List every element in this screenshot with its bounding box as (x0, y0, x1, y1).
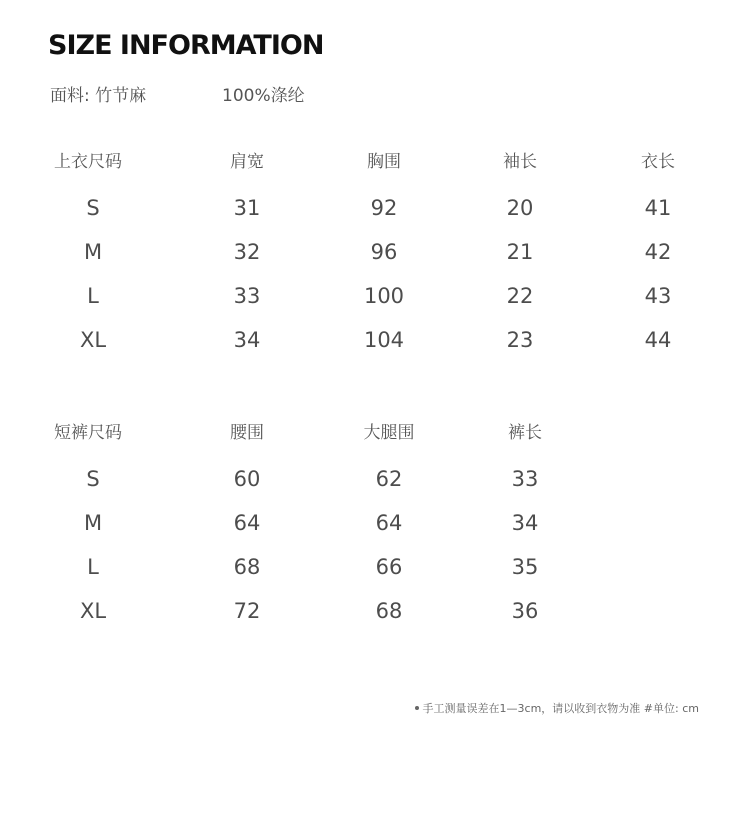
shorts-row-xl-length: 36 (511, 599, 539, 623)
shorts-row-l-waist: 68 (233, 555, 261, 579)
top-row-s-chest: 92 (370, 196, 398, 220)
top-header-sleeve: 袖长 (503, 152, 537, 172)
shorts-row-xl-size: XL (79, 599, 107, 623)
top-row-m-sleeve: 21 (506, 240, 534, 264)
top-row-xl-sleeve: 23 (506, 328, 534, 352)
shorts-header-waist: 腰围 (230, 423, 264, 443)
top-row-xl-size: XL (79, 328, 107, 352)
shorts-row-s-waist: 60 (233, 467, 261, 491)
shorts-row-m-length: 34 (511, 511, 539, 535)
page-title: SIZE INFORMATION (48, 30, 324, 61)
top-row-s-sleeve: 20 (506, 196, 534, 220)
top-row-m-size: M (83, 240, 103, 264)
top-header-length: 衣长 (641, 152, 675, 172)
shorts-row-m-thigh: 64 (375, 511, 403, 535)
top-row-m-shoulder: 32 (233, 240, 261, 264)
shorts-row-m-size: M (83, 511, 103, 535)
top-row-s-length: 41 (644, 196, 672, 220)
shorts-header-thigh: 大腿围 (363, 423, 415, 443)
fabric-value: 100%涤纶 (222, 86, 305, 106)
measurement-note-text: 手工测量误差在1—3cm，请以收到衣物为准 #单位: cm (422, 702, 699, 715)
shorts-row-xl-waist: 72 (233, 599, 261, 623)
shorts-row-xl-thigh: 68 (375, 599, 403, 623)
top-row-xl-shoulder: 34 (233, 328, 261, 352)
shorts-row-s-length: 33 (511, 467, 539, 491)
shorts-row-s-size: S (86, 467, 100, 491)
shorts-row-l-thigh: 66 (375, 555, 403, 579)
shorts-row-s-thigh: 62 (375, 467, 403, 491)
top-row-xl-length: 44 (644, 328, 672, 352)
shorts-row-l-size: L (87, 555, 99, 579)
top-row-xl-chest: 104 (363, 328, 405, 352)
top-row-l-chest: 100 (363, 284, 405, 308)
top-header-chest: 胸围 (367, 152, 401, 172)
top-header-shoulder: 肩宽 (230, 152, 264, 172)
top-row-m-chest: 96 (370, 240, 398, 264)
shorts-header-length: 裤长 (508, 423, 542, 443)
top-row-s-shoulder: 31 (233, 196, 261, 220)
top-row-l-sleeve: 22 (506, 284, 534, 308)
top-row-l-size: L (87, 284, 99, 308)
top-row-l-length: 43 (644, 284, 672, 308)
top-row-m-length: 42 (644, 240, 672, 264)
fabric-label: 面料: 竹节麻 (50, 86, 147, 106)
shorts-row-m-waist: 64 (233, 511, 261, 535)
bullet-dot-icon (415, 706, 419, 710)
top-row-l-shoulder: 33 (233, 284, 261, 308)
shorts-header-size: 短裤尺码 (54, 423, 122, 443)
shorts-row-l-length: 35 (511, 555, 539, 579)
measurement-note (415, 700, 699, 718)
top-row-s-size: S (86, 196, 100, 220)
top-header-size: 上衣尺码 (54, 152, 122, 172)
